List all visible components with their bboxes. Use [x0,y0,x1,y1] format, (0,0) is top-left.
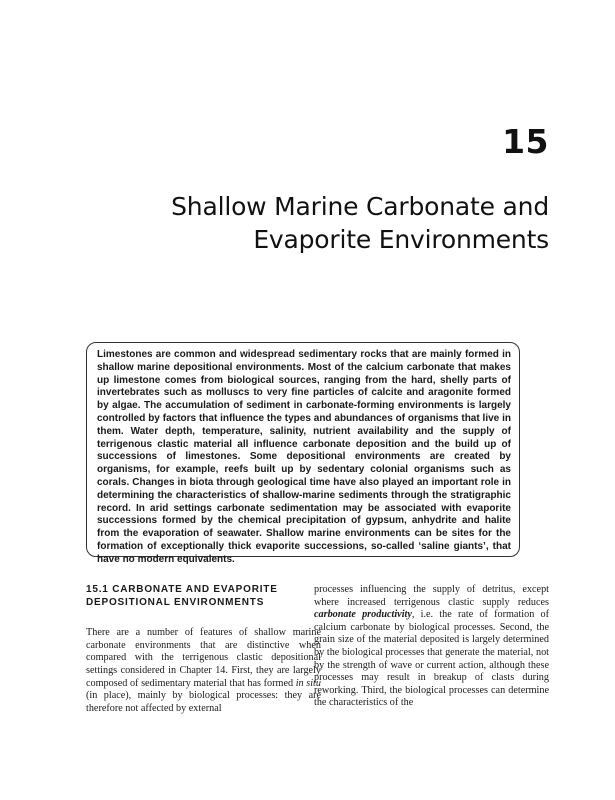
chapter-number: 15 [502,122,549,161]
body-column-right [314,584,549,710]
body-text-left-1: There are a number of features of shallow marine carbonate environments that are distinctive when compared with the terrigenous clastic depositional settings considered in Chapter 14. First, they are largely composed of sedimentary material that has formed [86,627,321,689]
body-text-right-1: processes influencing the supply of detritus, except where increased terrigenous clastic supply reduces [314,584,549,608]
body-column-left [86,584,321,715]
chapter-title-line-2: Evaporite Environments [253,225,549,254]
body-paragraph-right [314,584,549,710]
chapter-title [129,190,549,256]
italic-term-in-situ: in situ [295,677,321,689]
section-heading-line-2: DEPOSITIONAL ENVIRONMENTS [86,596,265,608]
key-term-carbonate-productivity: carbonate productivity [314,609,412,621]
chapter-title-line-1: Shallow Marine Carbonate and [171,192,549,221]
body-text-right-2: , i.e. the rate of formation of calcium carbonate by biological processes. Second, the grain size of the material deposited is largely determined by the biological processes that generate the material, not by the strength of wave or current action, although these processes may result in breakup of clasts during reworking. Third, the biological processes can determine the characteristics of the [314,609,549,709]
body-paragraph-left [86,627,321,715]
chapter-abstract-box [86,342,520,565]
section-heading [86,584,321,609]
body-text-left-2: (in place), mainly by biological processes: they are therefore not affected by external [86,690,321,714]
section-heading-line-1: 15.1 CARBONATE AND EVAPORITE [86,584,278,595]
chapter-abstract-text: Limestones are common and widespread sedimentary rocks that are mainly formed in shallow marine depositional environments. Most of the calcium carbonate that makes up limestone comes from biological sources, ranging from the hard, shelly parts of invertebrates such as molluscs to very fine particles of calcite and aragonite formed by algae. The accumulation of sediment in carbonate-forming environments is largely controlled by factors that influence the types and abundances of organisms that live in them. Water depth, temperature, salinity, nutrient availability and the supply of terrigenous clastic material all influence carbonate deposition and the build up of successions of limestones. Some depositional environments are created by organisms, for example, reefs built up by sedentary colonial organisms such as corals. Changes in biota through geological time have also played an important role in determining the characteristics of shallow-marine sediments through the stratigraphic record. In arid settings carbonate sedimentation may be associated with evaporite successions formed by the chemical precipitation of gypsum, anhydrite and halite from the evaporation of seawater. Shallow marine environments can be sites for the formation of exceptionally thick evaporite successions, so-called ‘saline giants’, that have no modern equivalents. [97,349,511,565]
